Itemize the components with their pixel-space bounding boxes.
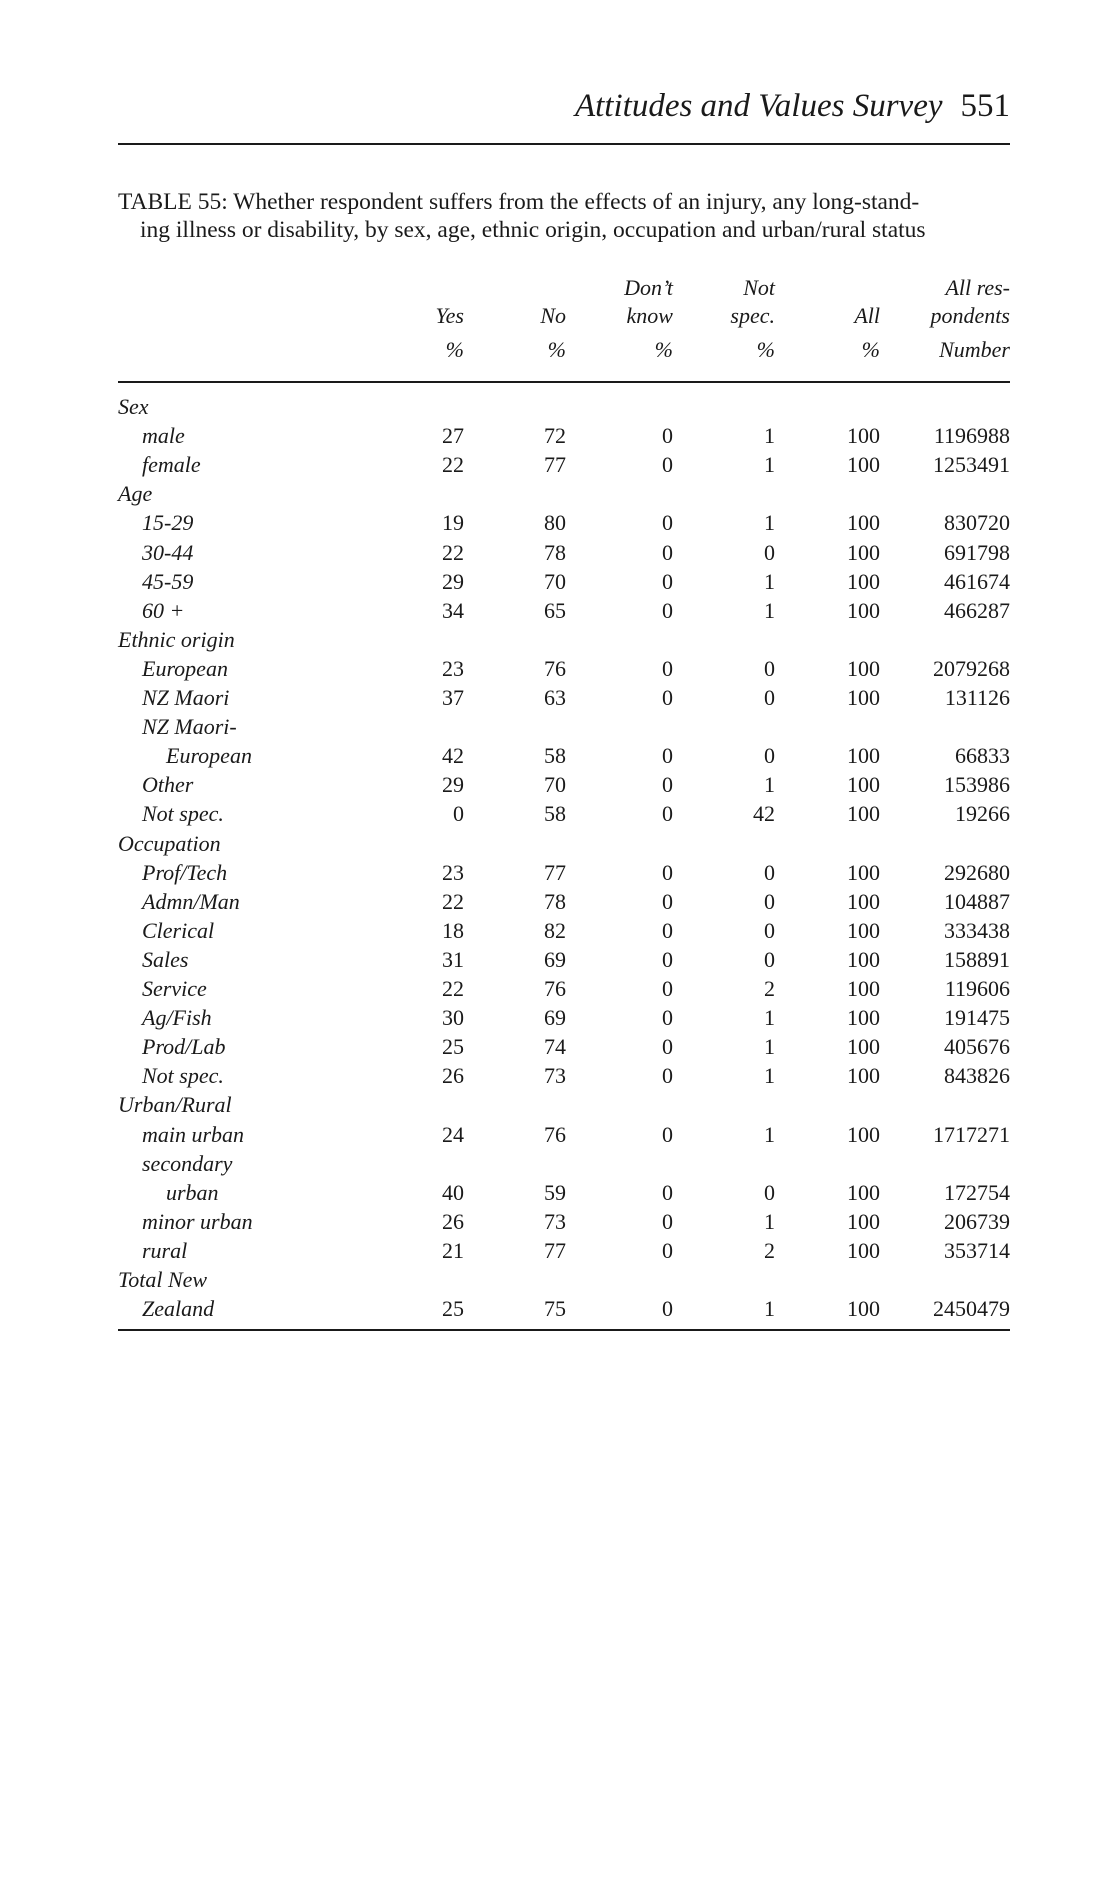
column-unit-dont-know: % bbox=[654, 337, 673, 362]
cell-yes: 22 bbox=[442, 888, 464, 914]
cell-not-spec: 0 bbox=[764, 917, 775, 943]
column-header-line: All bbox=[854, 303, 880, 328]
cell-dont-know: 0 bbox=[662, 1208, 673, 1234]
column-unit-no: % bbox=[547, 337, 566, 362]
cell-not-spec: 0 bbox=[764, 655, 775, 681]
cell-all-respondents: 333438 bbox=[944, 917, 1010, 943]
cell-not-spec: 1 bbox=[764, 597, 775, 623]
cell-not-spec: 0 bbox=[764, 1179, 775, 1205]
row-label: secondary bbox=[142, 1150, 233, 1176]
cell-no: 69 bbox=[544, 946, 566, 972]
cell-yes: 29 bbox=[442, 568, 464, 594]
cell-not-spec: 0 bbox=[764, 743, 775, 769]
row-label: Ag/Fish bbox=[142, 1005, 212, 1031]
cell-all: 100 bbox=[847, 685, 880, 710]
cell-not-spec: 1 bbox=[764, 1005, 775, 1031]
cell-not-spec: 0 bbox=[764, 946, 775, 972]
row-label: 60 + bbox=[142, 597, 185, 623]
cell-all: 100 bbox=[847, 743, 880, 769]
cell-all: 100 bbox=[847, 539, 880, 565]
cell-all-respondents: 131126 bbox=[944, 685, 1010, 710]
cell-all-respondents: 172754 bbox=[944, 1179, 1010, 1205]
cell-no: 76 bbox=[544, 655, 566, 681]
cell-dont-know: 0 bbox=[662, 1034, 673, 1060]
cell-all: 100 bbox=[847, 859, 880, 885]
cell-all: 100 bbox=[847, 1005, 880, 1031]
cell-all: 100 bbox=[847, 568, 880, 594]
cell-yes: 27 bbox=[442, 423, 464, 449]
cell-not-spec: 0 bbox=[764, 888, 775, 914]
cell-all-respondents: 292680 bbox=[944, 859, 1010, 885]
column-header-line: know bbox=[626, 303, 673, 328]
cell-not-spec: 2 bbox=[764, 976, 775, 1001]
cell-no: 63 bbox=[544, 685, 566, 710]
cell-yes: 21 bbox=[442, 1237, 464, 1263]
cell-no: 58 bbox=[544, 801, 566, 827]
group-label: Sex bbox=[118, 394, 149, 419]
cell-all: 100 bbox=[847, 1179, 880, 1205]
row-label: Prof/Tech bbox=[142, 859, 228, 885]
cell-yes: 31 bbox=[442, 946, 464, 972]
cell-no: 78 bbox=[544, 539, 566, 565]
cell-all: 100 bbox=[847, 452, 880, 478]
cell-all: 100 bbox=[847, 772, 880, 798]
cell-yes: 0 bbox=[453, 801, 464, 827]
cell-all-respondents: 191475 bbox=[944, 1005, 1010, 1031]
column-header-no bbox=[500, 274, 566, 330]
cell-dont-know: 0 bbox=[662, 1121, 673, 1147]
cell-no: 77 bbox=[544, 452, 566, 478]
row-label: Other bbox=[142, 772, 194, 798]
cell-all-respondents: 466287 bbox=[944, 597, 1010, 623]
row-label: Clerical bbox=[142, 917, 215, 943]
cell-all-respondents: 19266 bbox=[955, 801, 1010, 827]
cell-all-respondents: 1253491 bbox=[933, 452, 1010, 478]
cell-dont-know: 0 bbox=[662, 1179, 673, 1205]
cell-dont-know: 0 bbox=[662, 568, 673, 594]
row-label: urban bbox=[166, 1179, 219, 1205]
cell-dont-know: 0 bbox=[662, 597, 673, 623]
cell-not-spec: 1 bbox=[764, 1208, 775, 1234]
cell-all: 100 bbox=[847, 801, 880, 827]
cell-dont-know: 0 bbox=[662, 655, 673, 681]
row-label: Prod/Lab bbox=[142, 1034, 226, 1060]
cell-not-spec: 1 bbox=[764, 1296, 775, 1322]
cell-no: 77 bbox=[544, 1237, 566, 1263]
row-label: Not spec. bbox=[142, 801, 224, 827]
cell-all-respondents: 104887 bbox=[944, 888, 1010, 914]
cell-yes: 23 bbox=[442, 859, 464, 885]
cell-dont-know: 0 bbox=[662, 801, 673, 827]
cell-dont-know: 0 bbox=[662, 888, 673, 914]
cell-no: 58 bbox=[544, 743, 566, 769]
cell-dont-know: 0 bbox=[662, 1237, 673, 1263]
column-header-line: spec. bbox=[730, 303, 775, 328]
cell-no: 74 bbox=[544, 1034, 566, 1060]
cell-no: 73 bbox=[544, 1063, 566, 1089]
cell-all: 100 bbox=[847, 423, 880, 449]
column-header-line: Not bbox=[743, 275, 775, 300]
cell-yes: 18 bbox=[442, 917, 464, 943]
cell-all-respondents: 1196988 bbox=[933, 423, 1010, 449]
cell-all: 100 bbox=[847, 655, 880, 681]
cell-dont-know: 0 bbox=[662, 510, 673, 536]
column-header-yes bbox=[400, 274, 464, 330]
column-unit-yes: % bbox=[445, 337, 464, 362]
cell-no: 69 bbox=[544, 1005, 566, 1031]
cell-no: 76 bbox=[544, 1121, 566, 1147]
cell-yes: 23 bbox=[442, 655, 464, 681]
cell-yes: 24 bbox=[442, 1121, 464, 1147]
column-unit-number: Number bbox=[939, 337, 1010, 362]
row-label: rural bbox=[142, 1237, 188, 1263]
cell-yes: 29 bbox=[442, 772, 464, 798]
cell-not-spec: 1 bbox=[764, 568, 775, 594]
cell-not-spec: 1 bbox=[764, 772, 775, 798]
cell-all: 100 bbox=[847, 597, 880, 623]
cell-all: 100 bbox=[847, 1034, 880, 1060]
cell-all-respondents: 2079268 bbox=[933, 655, 1010, 681]
cell-not-spec: 0 bbox=[764, 539, 775, 565]
cell-all-respondents: 830720 bbox=[944, 510, 1010, 536]
cell-all-respondents: 1717271 bbox=[933, 1121, 1010, 1147]
cell-yes: 19 bbox=[442, 510, 464, 536]
cell-yes: 42 bbox=[442, 743, 464, 769]
cell-no: 70 bbox=[544, 568, 566, 594]
group-label: Occupation bbox=[118, 830, 221, 856]
row-label: Service bbox=[142, 976, 207, 1001]
cell-no: 76 bbox=[544, 976, 566, 1001]
column-header-dont-know bbox=[590, 274, 673, 330]
row-label: NZ Maori- bbox=[142, 714, 237, 740]
cell-yes: 25 bbox=[442, 1296, 464, 1322]
group-label: Age bbox=[118, 481, 153, 507]
cell-yes: 22 bbox=[442, 539, 464, 565]
cell-not-spec: 1 bbox=[764, 510, 775, 536]
cell-no: 80 bbox=[544, 510, 566, 536]
cell-all-respondents: 843826 bbox=[944, 1063, 1010, 1089]
row-label: 30-44 bbox=[142, 539, 194, 565]
cell-not-spec: 1 bbox=[764, 1034, 775, 1060]
row-label: 45-59 bbox=[142, 568, 194, 594]
cell-yes: 26 bbox=[442, 1208, 464, 1234]
caption-line-1: TABLE 55: Whether respondent suffers from the effects of an injury, any long-stand- bbox=[118, 189, 920, 215]
row-label: NZ Maori bbox=[142, 685, 230, 710]
cell-not-spec: 0 bbox=[764, 859, 775, 885]
cell-all: 100 bbox=[847, 976, 880, 1001]
column-header-line: Don’t bbox=[624, 275, 673, 300]
cell-no: 75 bbox=[544, 1296, 566, 1322]
column-header-line: Yes bbox=[435, 303, 464, 328]
table-caption bbox=[118, 188, 1010, 244]
running-head bbox=[118, 88, 1010, 125]
column-header-line bbox=[400, 274, 464, 302]
cell-all: 100 bbox=[847, 1208, 880, 1234]
cell-not-spec: 0 bbox=[764, 685, 775, 710]
cell-no: 65 bbox=[544, 597, 566, 623]
column-unit-all: % bbox=[861, 337, 880, 362]
cell-not-spec: 42 bbox=[753, 801, 775, 827]
row-label: Sales bbox=[142, 946, 189, 972]
row-label: male bbox=[142, 423, 185, 449]
cell-dont-know: 0 bbox=[662, 452, 673, 478]
cell-yes: 40 bbox=[442, 1179, 464, 1205]
cell-all: 100 bbox=[847, 946, 880, 972]
column-header-line: pondents bbox=[930, 303, 1010, 328]
group-label: Ethnic origin bbox=[118, 626, 235, 652]
cell-not-spec: 1 bbox=[764, 1121, 775, 1147]
row-label: Zealand bbox=[142, 1296, 215, 1322]
cell-all-respondents: 2450479 bbox=[933, 1296, 1010, 1322]
cell-not-spec: 1 bbox=[764, 452, 775, 478]
cell-no: 72 bbox=[544, 423, 566, 449]
cell-dont-know: 0 bbox=[662, 1063, 673, 1089]
header-rule bbox=[118, 381, 1010, 383]
cell-dont-know: 0 bbox=[662, 917, 673, 943]
cell-yes: 30 bbox=[442, 1005, 464, 1031]
cell-all: 100 bbox=[847, 1296, 880, 1322]
cell-all-respondents: 405676 bbox=[944, 1034, 1010, 1060]
cell-not-spec: 2 bbox=[764, 1237, 775, 1263]
cell-dont-know: 0 bbox=[662, 539, 673, 565]
cell-all-respondents: 153986 bbox=[944, 772, 1010, 798]
cell-no: 70 bbox=[544, 772, 566, 798]
column-header-line: No bbox=[540, 303, 566, 328]
cell-yes: 37 bbox=[442, 685, 464, 710]
cell-no: 59 bbox=[544, 1179, 566, 1205]
cell-dont-know: 0 bbox=[662, 946, 673, 972]
caption-line-2: ing illness or disability, by sex, age, ethnic origin, occupation and urban/rural status bbox=[140, 217, 926, 243]
cell-dont-know: 0 bbox=[662, 976, 673, 1001]
cell-all: 100 bbox=[847, 1121, 880, 1147]
column-header-all bbox=[810, 274, 880, 330]
cell-all-respondents: 353714 bbox=[944, 1237, 1010, 1263]
cell-all: 100 bbox=[847, 1237, 880, 1263]
cell-all-respondents: 158891 bbox=[944, 946, 1010, 972]
cell-dont-know: 0 bbox=[662, 685, 673, 710]
cell-all: 100 bbox=[847, 510, 880, 536]
row-label: Not spec. bbox=[142, 1063, 224, 1089]
page-number: 551 bbox=[960, 88, 1010, 124]
cell-yes: 26 bbox=[442, 1063, 464, 1089]
group-label: Urban/Rural bbox=[118, 1092, 232, 1118]
cell-no: 82 bbox=[544, 917, 566, 943]
cell-no: 77 bbox=[544, 859, 566, 885]
group-label: Total New bbox=[118, 1267, 208, 1292]
cell-all: 100 bbox=[847, 888, 880, 914]
cell-all-respondents: 461674 bbox=[944, 568, 1010, 594]
row-label: female bbox=[142, 452, 201, 478]
row-label: 15-29 bbox=[142, 510, 194, 536]
cell-no: 73 bbox=[544, 1208, 566, 1234]
row-label: main urban bbox=[142, 1121, 245, 1147]
column-header-not-spec bbox=[700, 274, 775, 330]
row-label: minor urban bbox=[142, 1208, 253, 1234]
row-label: Admn/Man bbox=[142, 888, 240, 914]
cell-dont-know: 0 bbox=[662, 743, 673, 769]
column-header-line bbox=[810, 274, 880, 302]
cell-all-respondents: 691798 bbox=[944, 539, 1010, 565]
column-header-all-respondents bbox=[880, 274, 1010, 330]
column-header-line: All res- bbox=[945, 275, 1010, 300]
row-label: European bbox=[142, 655, 228, 681]
cell-dont-know: 0 bbox=[662, 423, 673, 449]
cell-dont-know: 0 bbox=[662, 772, 673, 798]
cell-yes: 22 bbox=[442, 976, 464, 1001]
top-rule bbox=[118, 143, 1010, 145]
column-header-line bbox=[500, 274, 566, 302]
cell-dont-know: 0 bbox=[662, 1005, 673, 1031]
column-unit-not-spec: % bbox=[756, 337, 775, 362]
cell-yes: 22 bbox=[442, 452, 464, 478]
cell-dont-know: 0 bbox=[662, 859, 673, 885]
cell-not-spec: 1 bbox=[764, 1063, 775, 1089]
cell-all-respondents: 66833 bbox=[955, 743, 1010, 769]
cell-yes: 34 bbox=[442, 597, 464, 623]
cell-dont-know: 0 bbox=[662, 1296, 673, 1322]
bottom-rule bbox=[118, 1329, 1010, 1331]
cell-no: 78 bbox=[544, 888, 566, 914]
row-label: European bbox=[166, 743, 252, 769]
running-head-title: Attitudes and Values Survey bbox=[574, 88, 943, 124]
cell-all: 100 bbox=[847, 1063, 880, 1089]
cell-all: 100 bbox=[847, 917, 880, 943]
cell-all-respondents: 206739 bbox=[944, 1208, 1010, 1234]
cell-all-respondents: 119606 bbox=[944, 976, 1010, 1001]
cell-not-spec: 1 bbox=[764, 423, 775, 449]
cell-yes: 25 bbox=[442, 1034, 464, 1060]
